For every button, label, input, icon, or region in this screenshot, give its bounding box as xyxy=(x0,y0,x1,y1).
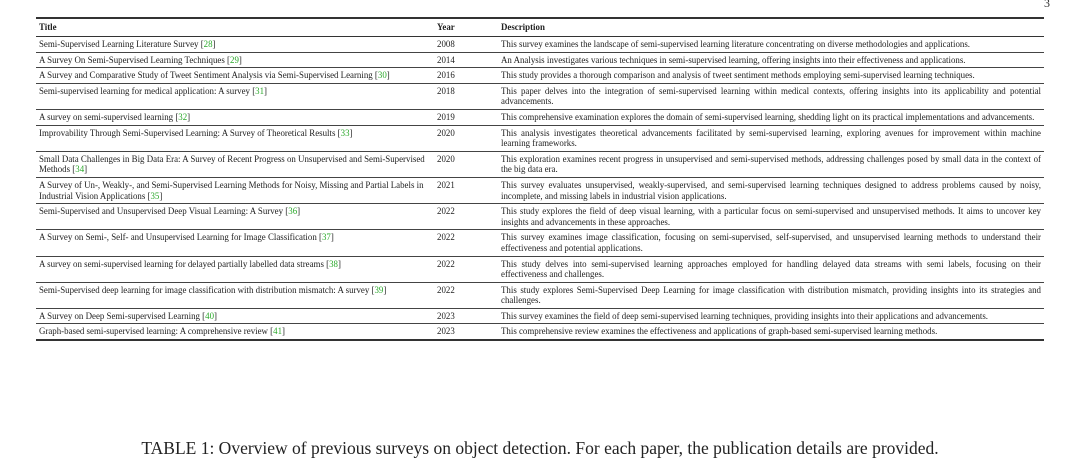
survey-description: This survey examines the field of deep semi-supervised learning techniques, providing insights into their applications and advancements. xyxy=(498,308,1044,324)
table-row xyxy=(36,256,1044,282)
survey-title: A Survey on Semi-, Self- and Unsupervised Learning for Image Classification xyxy=(39,232,317,243)
survey-title-cell: Semi-Supervised and Unsupervised Deep Visual Learning: A Survey [36] xyxy=(36,204,434,230)
survey-year: 2022 xyxy=(434,230,498,256)
table-row xyxy=(36,282,1044,308)
table-row xyxy=(36,324,1044,340)
survey-title-cell: A survey on semi-supervised learning [32] xyxy=(36,109,434,125)
survey-title-cell: A survey on semi-supervised learning for delayed partially labelled data streams [38] xyxy=(36,256,434,282)
survey-description: This study delves into semi-supervised learning approaches employed for handling delayed data streams with semi labels, focusing on their effectiveness and challenges. xyxy=(498,256,1044,282)
survey-title: A Survey On Semi-Supervised Learning Techniques xyxy=(39,54,225,65)
survey-description: An Analysis investigates various techniques in semi-supervised learning, offering insights into their effectiveness and applications. xyxy=(498,52,1044,68)
survey-title: A Survey of Un-, Weakly-, and Semi-Supervised Learning Methods for Noisy, Missing and Partial Labels in Industrial Vision Applications xyxy=(39,179,424,201)
table-caption: TABLE 1: Overview of previous surveys on object detection. For each paper, the publication details are provided. xyxy=(141,438,939,458)
survey-title: A Survey and Comparative Study of Tweet Sentiment Analysis via Semi-Supervised Learning xyxy=(39,70,373,81)
survey-table xyxy=(36,17,1044,341)
survey-year: 2020 xyxy=(434,125,498,151)
table-row xyxy=(36,204,1044,230)
header-year: Year xyxy=(434,18,498,37)
table-row xyxy=(36,68,1044,84)
citation-link[interactable]: 36 xyxy=(288,206,298,217)
survey-title-cell: A Survey on Deep Semi-supervised Learning [40] xyxy=(36,308,434,324)
survey-description: This comprehensive examination explores the domain of semi-supervised learning, shedding light on its practical implementations and advancements. xyxy=(498,109,1044,125)
table-row xyxy=(36,37,1044,53)
citation-link[interactable]: 39 xyxy=(374,284,384,295)
survey-title: Small Data Challenges in Big Data Era: A Survey of Recent Progress on Unsupervised and Semi-Supervised Methods xyxy=(39,153,425,175)
citation-link[interactable]: 29 xyxy=(230,54,239,65)
survey-year: 2021 xyxy=(434,177,498,203)
survey-title-cell: Small Data Challenges in Big Data Era: A Survey of Recent Progress on Unsupervised and Semi-Supervised Methods [34] xyxy=(36,151,434,177)
survey-description: This study provides a thorough comparison and analysis of tweet sentiment methods employing semi-supervised learning techniques. xyxy=(498,68,1044,84)
survey-title-cell: Graph-based semi-supervised learning: A comprehensive review [41] xyxy=(36,324,434,340)
survey-year: 2023 xyxy=(434,308,498,324)
citation-link[interactable]: 32 xyxy=(178,111,188,122)
citation-link[interactable]: 34 xyxy=(75,164,85,175)
survey-year: 2014 xyxy=(434,52,498,68)
table-body xyxy=(36,37,1044,341)
citation-link[interactable]: 35 xyxy=(150,190,160,201)
table-row xyxy=(36,125,1044,151)
survey-year: 2022 xyxy=(434,256,498,282)
page-number: 3 xyxy=(1044,0,1050,10)
survey-title: A Survey on Deep Semi-supervised Learning xyxy=(39,310,200,321)
table-header-row xyxy=(36,18,1044,37)
survey-title: Semi-Supervised deep learning for image classification with distribution mismatch: A survey xyxy=(39,284,370,295)
table-row xyxy=(36,308,1044,324)
citation-link[interactable]: 33 xyxy=(340,127,350,138)
survey-title: Semi-Supervised Learning Literature Survey xyxy=(39,39,199,49)
survey-title: Improvability Through Semi-Supervised Learning: A Survey of Theoretical Results xyxy=(39,127,336,138)
table-row xyxy=(36,109,1044,125)
survey-title-cell: Semi-Supervised Learning Literature Survey [28] xyxy=(36,37,434,53)
survey-description: This survey examines image classification, focusing on semi-supervised, self-supervised, and unsupervised learning methods to understand their effectiveness and potential applications. xyxy=(498,230,1044,256)
survey-title: Graph-based semi-supervised learning: A comprehensive review xyxy=(39,326,268,337)
survey-year: 2008 xyxy=(434,37,498,53)
citation-link[interactable]: 30 xyxy=(377,70,387,81)
survey-title-cell: A Survey on Semi-, Self- and Unsupervised Learning for Image Classification [37] xyxy=(36,230,434,256)
survey-year: 2016 xyxy=(434,68,498,84)
survey-title: A survey on semi-supervised learning for delayed partially labelled data streams xyxy=(39,258,324,269)
survey-description: This comprehensive review examines the effectiveness and applications of graph-based semi-supervised learning methods. xyxy=(498,324,1044,340)
citation-link[interactable]: 37 xyxy=(321,232,331,243)
citation-link[interactable]: 31 xyxy=(255,85,265,96)
survey-year: 2022 xyxy=(434,282,498,308)
survey-year: 2018 xyxy=(434,83,498,109)
survey-year: 2023 xyxy=(434,324,498,340)
citation-link[interactable]: 38 xyxy=(329,258,338,269)
survey-year: 2019 xyxy=(434,109,498,125)
survey-title: Semi-Supervised and Unsupervised Deep Visual Learning: A Survey xyxy=(39,206,284,217)
header-title: Title xyxy=(36,18,434,37)
citation-link[interactable]: 41 xyxy=(273,326,283,337)
header-description: Description xyxy=(498,18,1044,37)
survey-description: This exploration examines recent progress in unsupervised and semi-supervised methods, addressing challenges posed by small data in the context of the big data era. xyxy=(498,151,1044,177)
survey-title-cell: A Survey and Comparative Study of Tweet Sentiment Analysis via Semi-Supervised Learning [30] xyxy=(36,68,434,84)
table-row xyxy=(36,177,1044,203)
survey-description: This survey evaluates unsupervised, weakly-supervised, and semi-supervised learning techniques designed to address problems caused by noisy, incomplete, and missing labels in industrial vision applications. xyxy=(498,177,1044,203)
survey-title: A survey on semi-supervised learning xyxy=(39,111,174,122)
survey-title-cell: A Survey of Un-, Weakly-, and Semi-Supervised Learning Methods for Noisy, Missing and Partial Labels in Industrial Vision Applications [35] xyxy=(36,177,434,203)
survey-description: This paper delves into the integration of semi-supervised learning within medical contexts, offering insights into its applicability and potential advancements. xyxy=(498,83,1044,109)
survey-description: This study explores the field of deep visual learning, with a particular focus on semi-supervised and unsupervised methods. It aims to uncover key insights and advancements in these approaches. xyxy=(498,204,1044,230)
survey-title: Semi-supervised learning for medical application: A survey xyxy=(39,85,250,96)
citation-link[interactable]: 40 xyxy=(205,310,215,321)
citation-link[interactable]: 28 xyxy=(203,39,213,49)
table-row xyxy=(36,230,1044,256)
survey-description: This study explores Semi-Supervised Deep Learning for image classification with distribution mismatch, providing insights into its strategies and challenges. xyxy=(498,282,1044,308)
table-row xyxy=(36,52,1044,68)
table-row xyxy=(36,83,1044,109)
table-row xyxy=(36,151,1044,177)
survey-title-cell: Semi-supervised learning for medical application: A survey [31] xyxy=(36,83,434,109)
survey-description: This survey examines the landscape of semi-supervised learning literature concentrating on diverse methodologies and applications. xyxy=(498,37,1044,53)
survey-title-cell: Improvability Through Semi-Supervised Learning: A Survey of Theoretical Results [33] xyxy=(36,125,434,151)
survey-year: 2022 xyxy=(434,204,498,230)
survey-title-cell: A Survey On Semi-Supervised Learning Techniques [29] xyxy=(36,52,434,68)
survey-title-cell: Semi-Supervised deep learning for image classification with distribution mismatch: A survey [39] xyxy=(36,282,434,308)
survey-description: This analysis investigates theoretical advancements facilitated by semi-supervised learning, exploring avenues for improvement within machine learning frameworks. xyxy=(498,125,1044,151)
survey-year: 2020 xyxy=(434,151,498,177)
